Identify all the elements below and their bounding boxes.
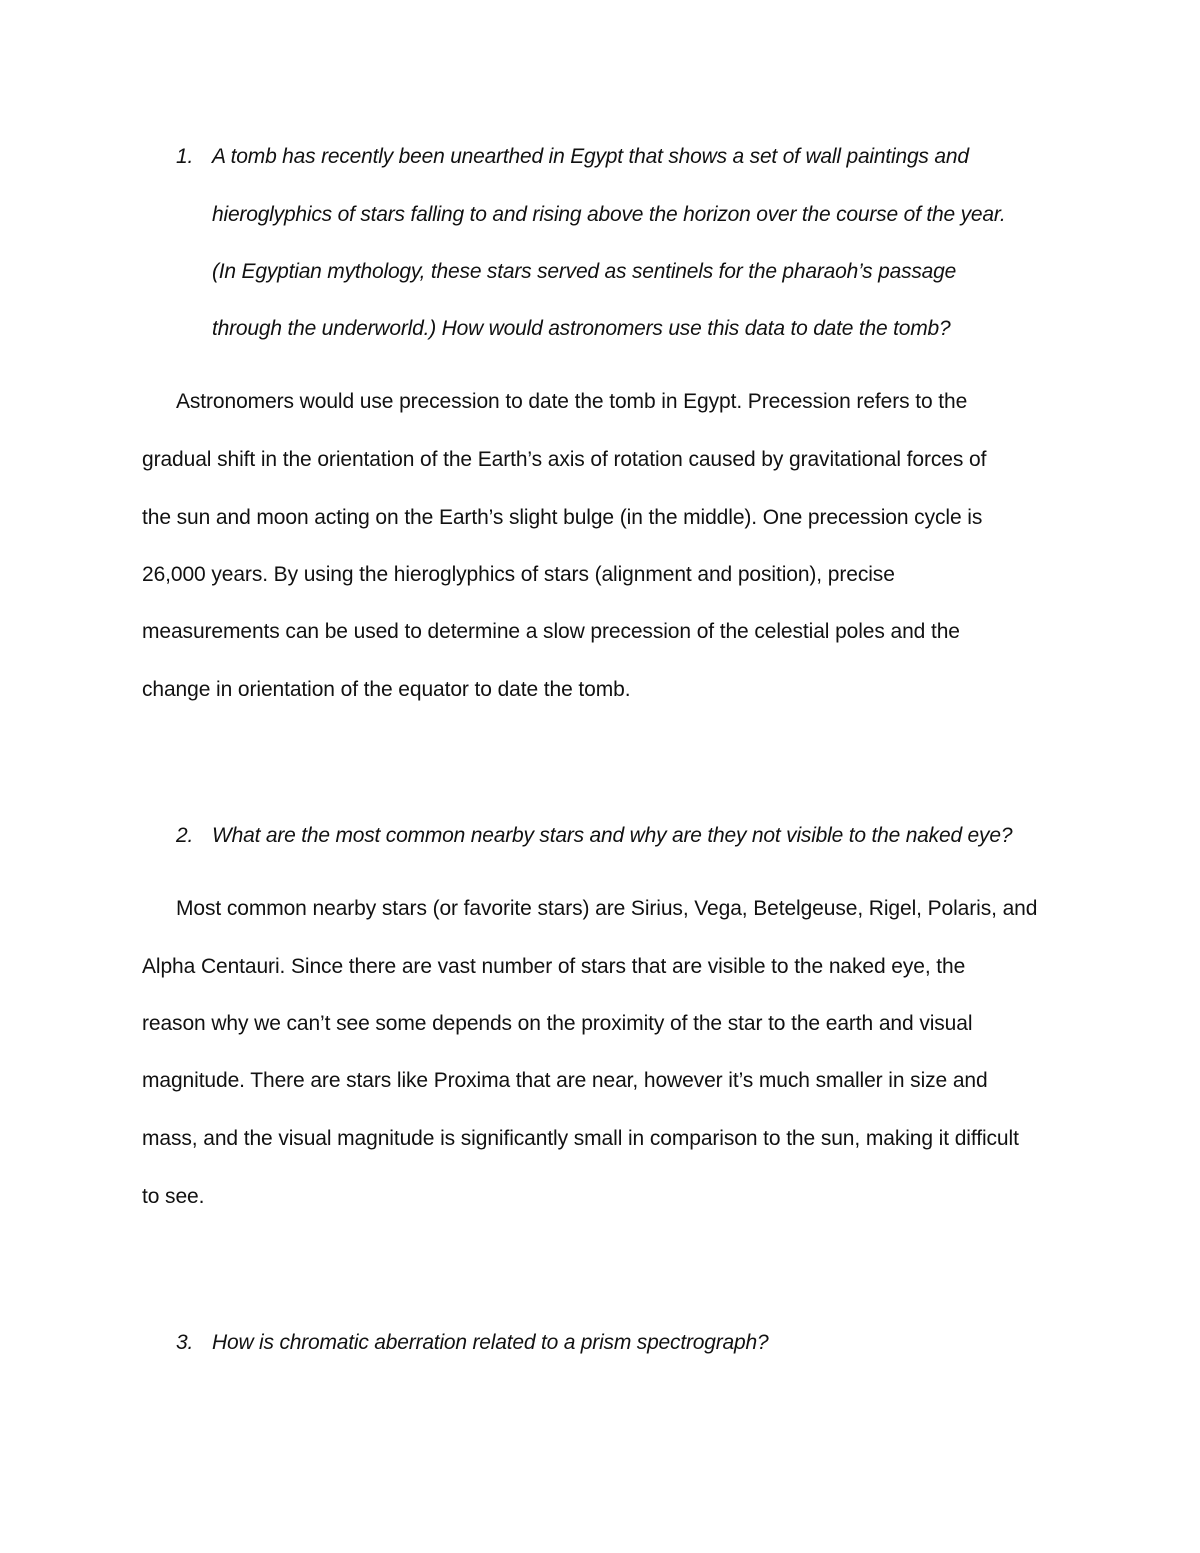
question-1-line-3: (In Egyptian mythology, these stars served as sentinels for the pharaoh’s passage (212, 260, 957, 283)
answer-1-line-3: the sun and moon acting on the Earth’s slight bulge (in the middle). One precession cycle is (142, 506, 983, 529)
answer-2-line-4: magnitude. There are stars like Proxima that are near, however it’s much smaller in size and (142, 1069, 988, 1092)
answer-2-line-2: Alpha Centauri. Since there are vast number of stars that are visible to the naked eye, the (142, 955, 966, 978)
question-2-number: 2. (176, 824, 194, 847)
answer-1-line-4: 26,000 years. By using the hieroglyphics of stars (alignment and position), precise (142, 563, 895, 586)
question-3-line-1: How is chromatic aberration related to a prism spectrograph? (212, 1331, 769, 1354)
question-2-line-1: What are the most common nearby stars and why are they not visible to the naked eye? (212, 824, 1013, 847)
question-1-line-4: through the underworld.) How would astronomers use this data to date the tomb? (212, 317, 951, 340)
answer-1-line-2: gradual shift in the orientation of the Earth’s axis of rotation caused by gravitational forces of (142, 448, 987, 471)
answer-1-line-1: Astronomers would use precession to date the tomb in Egypt. Precession refers to the (176, 390, 968, 413)
question-3-number: 3. (176, 1331, 194, 1354)
question-1-line-1: A tomb has recently been unearthed in Egypt that shows a set of wall paintings and (212, 145, 969, 168)
question-1-number: 1. (176, 145, 194, 168)
answer-1-line-5: measurements can be used to determine a slow precession of the celestial poles and the (142, 620, 960, 643)
answer-1-line-6: change in orientation of the equator to date the tomb. (142, 678, 631, 701)
answer-2-line-5: mass, and the visual magnitude is significantly small in comparison to the sun, making it difficult (142, 1127, 1019, 1150)
answer-2-line-3: reason why we can’t see some depends on the proximity of the star to the earth and visual (142, 1012, 973, 1035)
answer-2-line-6: to see. (142, 1185, 205, 1208)
answer-2-line-1: Most common nearby stars (or favorite stars) are Sirius, Vega, Betelgeuse, Rigel, Polaris, and (176, 897, 1038, 920)
question-1-line-2: hieroglyphics of stars falling to and rising above the horizon over the course of the year. (212, 203, 1006, 226)
